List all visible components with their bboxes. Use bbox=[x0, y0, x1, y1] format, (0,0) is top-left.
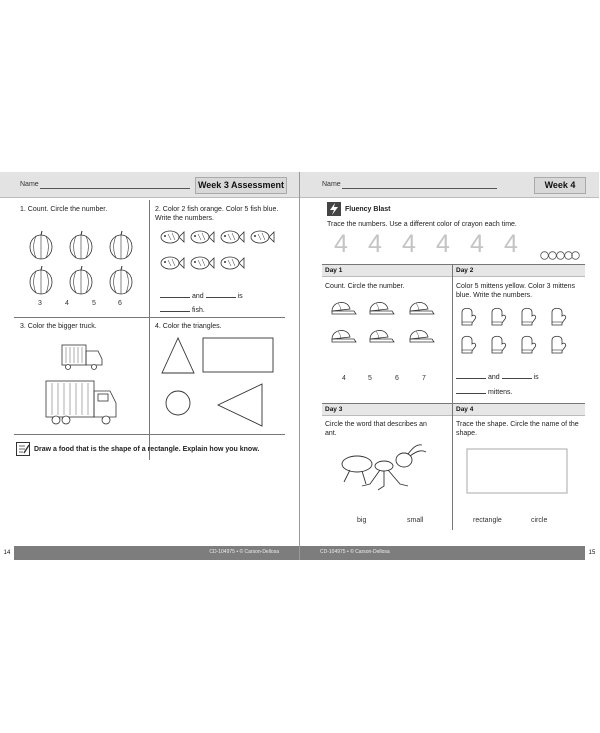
rectangle-outline[interactable] bbox=[467, 449, 567, 493]
blank-2[interactable] bbox=[206, 290, 236, 298]
fluency-instruction: Trace the numbers. Use a different color of crayon each time. bbox=[327, 221, 517, 228]
trace-digit[interactable]: 4 bbox=[436, 230, 450, 258]
shapes-group bbox=[150, 333, 285, 433]
name-label: Name bbox=[322, 181, 341, 188]
cap bbox=[332, 302, 356, 314]
cap bbox=[332, 330, 356, 342]
fish-word: fish. bbox=[191, 307, 205, 314]
and-word: and bbox=[487, 374, 500, 381]
mitten bbox=[492, 308, 506, 325]
choice-4[interactable]: 4 bbox=[65, 300, 69, 307]
trace-digit[interactable]: 4 bbox=[504, 230, 518, 258]
mitten bbox=[492, 336, 506, 353]
mitten bbox=[522, 308, 536, 325]
choice-6[interactable]: 6 bbox=[395, 375, 399, 382]
mittens-group bbox=[453, 305, 585, 365]
pumpkin bbox=[70, 266, 92, 294]
week-title: Week 3 Assessment bbox=[195, 177, 287, 194]
left-header-bar bbox=[0, 172, 299, 198]
day-1-text: Count. Circle the number. bbox=[325, 283, 405, 290]
blank-2[interactable] bbox=[502, 371, 532, 379]
mittens-sentence bbox=[456, 371, 539, 382]
day-4-header: Day 4 bbox=[453, 404, 585, 416]
day-1-header: Day 1 bbox=[322, 265, 452, 277]
progress-circles[interactable] bbox=[540, 251, 580, 260]
day-4-text: Trace the shape. Circle the name of the shape. bbox=[456, 421, 579, 437]
pumpkins-group bbox=[14, 200, 148, 316]
fish bbox=[221, 231, 244, 243]
page-number: 15 bbox=[585, 546, 599, 560]
circle-shape[interactable] bbox=[166, 391, 190, 415]
triangle-shape[interactable] bbox=[218, 384, 262, 426]
cap bbox=[370, 302, 394, 314]
fish bbox=[251, 231, 274, 243]
fluency-blast bbox=[314, 200, 586, 262]
mitten bbox=[462, 308, 476, 325]
is-word: is bbox=[533, 374, 539, 381]
footer-credit: CD-104975 • © Carson-Dellosa bbox=[320, 549, 390, 555]
choice-4[interactable]: 4 bbox=[342, 375, 346, 382]
question-3-text: 3. Color the bigger truck. bbox=[20, 323, 97, 330]
word-rectangle[interactable]: rectangle bbox=[473, 517, 502, 524]
blank-1[interactable] bbox=[456, 371, 486, 379]
left-page bbox=[0, 172, 300, 560]
day-1 bbox=[322, 265, 452, 403]
pumpkin bbox=[110, 231, 132, 259]
pumpkin bbox=[70, 231, 92, 259]
question-1-text: 1. Count. Circle the number. bbox=[20, 206, 108, 213]
fish-sentence bbox=[160, 290, 243, 301]
day-3-header: Day 3 bbox=[322, 404, 452, 416]
blank-3[interactable] bbox=[160, 304, 190, 312]
trace-shape[interactable] bbox=[453, 444, 585, 504]
triangle-shape[interactable] bbox=[162, 338, 194, 373]
left-footer bbox=[0, 546, 299, 560]
day-4 bbox=[453, 404, 585, 530]
question-4-text: 4. Color the triangles. bbox=[155, 323, 222, 330]
day-2-header: Day 2 bbox=[453, 265, 585, 277]
trace-digit[interactable]: 4 bbox=[334, 230, 348, 258]
question-3 bbox=[14, 318, 148, 433]
day-2-text: Color 5 mittens yellow. Color 3 mittens blue. Write the numbers. bbox=[456, 283, 576, 299]
prompt-text: Draw a food that is the shape of a rectangle. Explain how you know. bbox=[34, 446, 260, 453]
name-label: Name bbox=[20, 181, 39, 188]
day-3 bbox=[322, 404, 452, 530]
choice-6[interactable]: 6 bbox=[118, 300, 122, 307]
right-footer bbox=[300, 546, 599, 560]
word-small[interactable]: small bbox=[407, 517, 424, 524]
name-line bbox=[40, 188, 190, 189]
ant-illustration bbox=[322, 442, 452, 502]
mitten bbox=[462, 336, 476, 353]
trace-digit[interactable]: 4 bbox=[402, 230, 416, 258]
question-4 bbox=[150, 318, 285, 433]
rectangle-shape[interactable] bbox=[203, 338, 273, 372]
blank-3[interactable] bbox=[456, 386, 486, 394]
fish bbox=[161, 231, 184, 243]
trucks-group bbox=[14, 333, 148, 433]
mitten bbox=[552, 336, 566, 353]
fish bbox=[221, 257, 244, 269]
day-2 bbox=[453, 265, 585, 403]
fish bbox=[191, 231, 214, 243]
fish bbox=[161, 257, 184, 269]
choice-5[interactable]: 5 bbox=[368, 375, 372, 382]
footer-credit: CD-104975 • © Carson-Dellosa bbox=[209, 549, 279, 555]
choice-5[interactable]: 5 bbox=[92, 300, 96, 307]
trace-digit[interactable]: 4 bbox=[470, 230, 484, 258]
lightning-icon bbox=[327, 202, 341, 216]
fluency-title: Fluency Blast bbox=[345, 206, 391, 213]
name-line bbox=[342, 188, 497, 189]
word-circle[interactable]: circle bbox=[531, 517, 548, 524]
pumpkin bbox=[110, 266, 132, 294]
mittens-word: mittens. bbox=[487, 389, 513, 396]
choice-7[interactable]: 7 bbox=[422, 375, 426, 382]
pumpkin bbox=[30, 231, 52, 259]
fish bbox=[191, 257, 214, 269]
trace-digits[interactable] bbox=[334, 230, 534, 258]
choice-3[interactable]: 3 bbox=[38, 300, 42, 307]
cap bbox=[410, 302, 434, 314]
pencil-paper-icon bbox=[16, 442, 30, 456]
caps-group bbox=[322, 295, 452, 355]
big-truck bbox=[46, 381, 116, 424]
question-1 bbox=[14, 200, 148, 316]
question-2 bbox=[150, 200, 285, 316]
page-number: 14 bbox=[0, 546, 14, 560]
cap bbox=[410, 330, 434, 342]
mitten bbox=[522, 336, 536, 353]
and-word: and bbox=[191, 293, 204, 300]
week-title: Week 4 bbox=[534, 177, 586, 194]
small-truck bbox=[62, 345, 102, 370]
fish-sentence-2 bbox=[160, 304, 205, 315]
mittens-sentence-2 bbox=[456, 386, 512, 397]
writing-prompt bbox=[14, 438, 285, 460]
question-2-text: 2. Color 2 fish orange. Color 5 fish blue. Write the numbers. bbox=[155, 206, 279, 222]
word-big[interactable]: big bbox=[357, 517, 367, 524]
trace-digit[interactable]: 4 bbox=[368, 230, 382, 258]
right-header-bar bbox=[300, 172, 599, 198]
blank-1[interactable] bbox=[160, 290, 190, 298]
grid-divider-bottom bbox=[14, 434, 285, 435]
is-word: is bbox=[237, 293, 243, 300]
pumpkin bbox=[30, 266, 52, 294]
mitten bbox=[552, 308, 566, 325]
day-3-text: Circle the word that describes an ant. bbox=[325, 421, 427, 437]
cap bbox=[370, 330, 394, 342]
right-page bbox=[300, 172, 599, 560]
